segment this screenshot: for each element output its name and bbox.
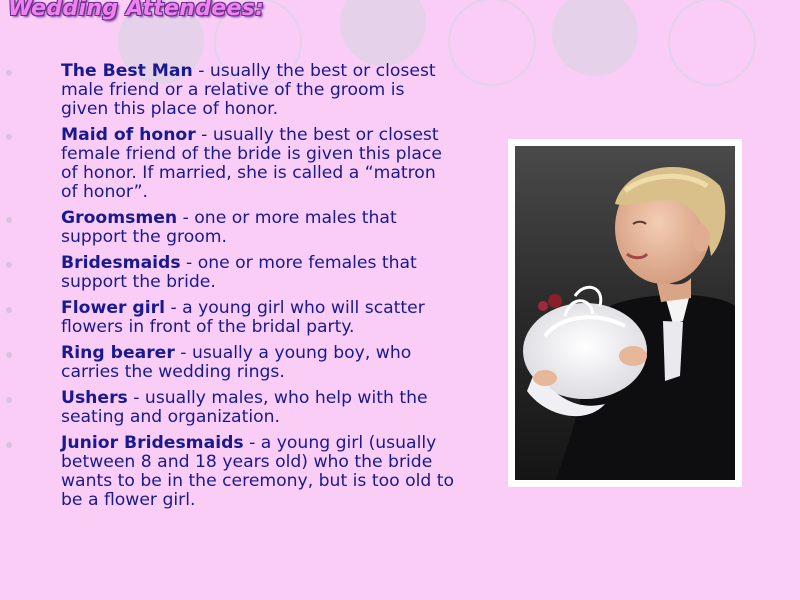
attendee-description: - a young girl who will scatter flowers in front of the bridal party.	[61, 298, 425, 337]
list-item	[6, 209, 456, 247]
photo-frame	[508, 139, 742, 487]
attendee-description: - one or more males that support the groom.	[61, 208, 397, 247]
attendee-description: - usually a young boy, who carries the wedding rings.	[61, 343, 412, 382]
bullet-icon	[6, 134, 12, 140]
bullet-icon	[6, 352, 12, 358]
bullet-icon	[6, 70, 12, 76]
attendee-term: The Best Man	[61, 61, 193, 81]
attendee-term: Junior Bridesmaids	[61, 433, 244, 453]
list-item	[6, 344, 456, 382]
attendee-term: Maid of honor	[61, 125, 196, 145]
list-item	[6, 126, 456, 202]
list-item	[6, 389, 456, 427]
attendee-description: - one or more females that support the bride.	[61, 253, 417, 292]
attendee-list	[6, 62, 456, 517]
list-item	[6, 434, 456, 510]
attendee-description: - usually the best or closest male friend or a relative of the groom is given this place of honor.	[61, 61, 436, 119]
attendee-term: Ushers	[61, 388, 128, 408]
list-item	[6, 299, 456, 337]
list-item	[6, 62, 456, 119]
ring-bearer-illustration	[515, 146, 735, 480]
list-item	[6, 254, 456, 292]
bullet-icon	[6, 307, 12, 313]
attendee-term: Flower girl	[61, 298, 165, 318]
attendee-description: - usually the best or closest female friend of the bride is given this place of honor. If married, she is called a “matron of honor”.	[61, 125, 442, 202]
decor-circle	[448, 0, 536, 86]
bullet-icon	[6, 397, 12, 403]
decor-circle	[552, 0, 638, 76]
attendee-term: Groomsmen	[61, 208, 178, 228]
attendee-description: - a young girl (usually between 8 and 18 years old) who the bride wants to be in the ceremony, but is too old to be a flower girl.	[61, 433, 454, 510]
decor-circle	[340, 0, 426, 66]
decor-circle	[668, 0, 756, 86]
attendee-term: Ring bearer	[61, 343, 175, 363]
bullet-icon	[6, 217, 12, 223]
ring-bearer-photo	[515, 146, 735, 480]
bullet-icon	[6, 442, 12, 448]
attendee-term: Bridesmaids	[61, 253, 181, 273]
attendee-description: - usually males, who help with the seating and organization.	[61, 388, 428, 427]
bullet-icon	[6, 262, 12, 268]
slide-title: Wedding Attendees:	[8, 0, 265, 21]
